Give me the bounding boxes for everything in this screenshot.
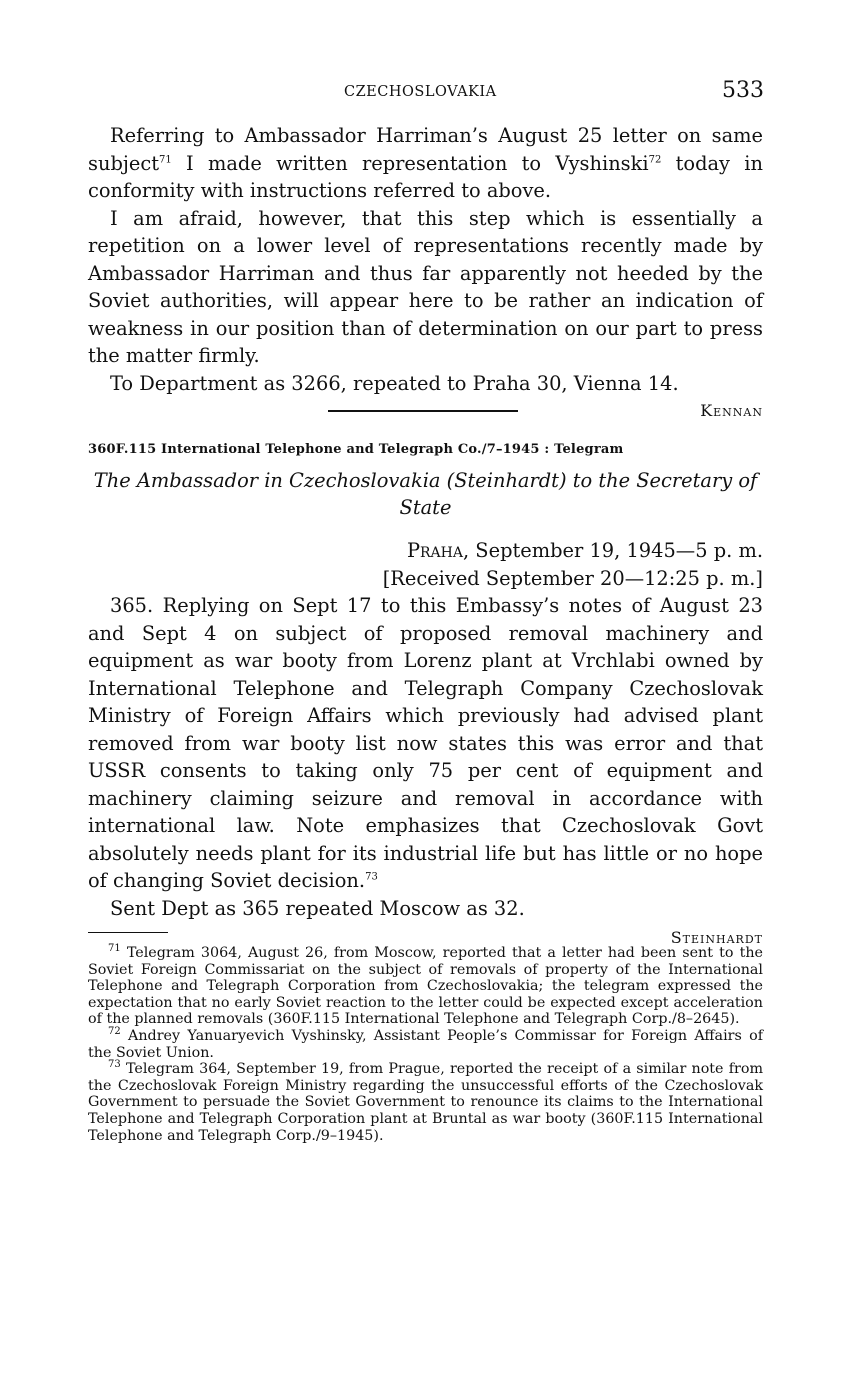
footnote [88,1061,763,1144]
footnote-text: Telegram 364, September 19, from Prague, reported the receipt of a similar note from the Czechoslovak Foreign Ministry regarding the unsuccessful efforts of the Czechoslovak Government to persuade the Soviet Government to renounce its claims to the International Telephone and Telegraph Corporation plant at Bruntal as war booty (360F.115 International Telephone and Telegraph Corp./9–1945). [88,1061,763,1144]
footnote-text: Telegram 3064, August 26, from Moscow, reported that a letter had been sent to the Soviet Foreign Commissariat on the subject of removals of property of the International Telephone and Telegraph Corporation from Czechoslovakia; the telegram expressed the expectation that no early Soviet reaction to the letter could be expected except acceleration of the planned removals (360F.115 International Telephone and Telegraph Corp./8–2645). [88,945,763,1028]
paragraph: I am afraid, however, that this step which is essentially a repetition on a lower level of representations recently made by Ambassador Harriman and thus far apparently not heeded by the Soviet authorities, will appear here to be rather an indication of weakness in our position than of determination on our part to press the matter firmly. [88,206,763,367]
footnote-ref-73: 73 [365,871,378,883]
footnote-ref-71: 71 [159,154,172,166]
dateline-date: , September 19, 1945—5 p. m. [462,539,763,562]
paragraph [88,592,763,895]
page-number: 533 [722,78,764,103]
paragraph: To Department as 3266, repeated to Praha 30, Vienna 14. [110,371,679,395]
footnote-number: 71 [108,943,121,955]
footnote-divider [88,932,168,933]
title-text: ) to the Secretary of State [399,469,758,519]
paragraph-text: today in conformity with instructions referred to above. [88,151,763,202]
paragraph-text: Referring to Ambassador Harriman’s August 25 letter on same subject [88,124,763,175]
file-reference: 360F.115 International Telephone and Telegraph Co./7–1945 : Telegram [88,442,624,457]
footnote-number: 73 [108,1059,121,1071]
dateline [88,537,763,565]
footnotes [88,945,763,1144]
signature-steinhardt: Steinhardt [670,928,763,947]
paragraph: Sent Dept as 365 repeated Moscow as 32. [110,896,525,920]
footnote-ref-72: 72 [648,154,662,166]
header-title: CZECHOSLOVAKIA [344,84,497,100]
signature-kennan: Kennan [700,401,763,420]
footnote [88,945,763,1028]
section-divider [328,410,518,412]
footnote-text: Andrey Yanuaryevich Vyshinsky, Assistant People’s Commissar for Foreign Affairs of the Soviet Union. [88,1027,763,1061]
paragraph [88,122,763,205]
document-title [88,467,763,521]
paragraph-text: 365. Replying on Sept 17 to this Embassy’s notes of August 23 and Sept 4 on subject of proposed removal machinery and equipment as war booty from Lorenz plant at Vrchlabi owned by International Telephone and Telegraph Company Czechoslovak Ministry of Foreign Affairs which previously had advised plant removed from war booty list now states this was error and that USSR consents to taking only 75 per cent of equipment and machinery claiming seizure and removal in accordance with international law. Note emphasizes that Czechoslovak Govt absolutely needs plant for its industrial life but has little or no hope of changing Soviet decision. [88,594,763,892]
footnote-number: 72 [108,1026,121,1038]
title-text: The Ambassador in Czechoslovakia ( [93,469,455,492]
paragraph-text: I made written representation to Vyshinski [171,151,649,175]
telegram-kennan [88,122,763,425]
dateline-place: Praha [406,539,463,562]
received-line: [Received September 20—12:25 p. m.] [382,566,763,590]
title-name: Steinhardt [454,469,559,492]
footnote [88,1028,763,1061]
telegram-steinhardt [88,537,763,955]
